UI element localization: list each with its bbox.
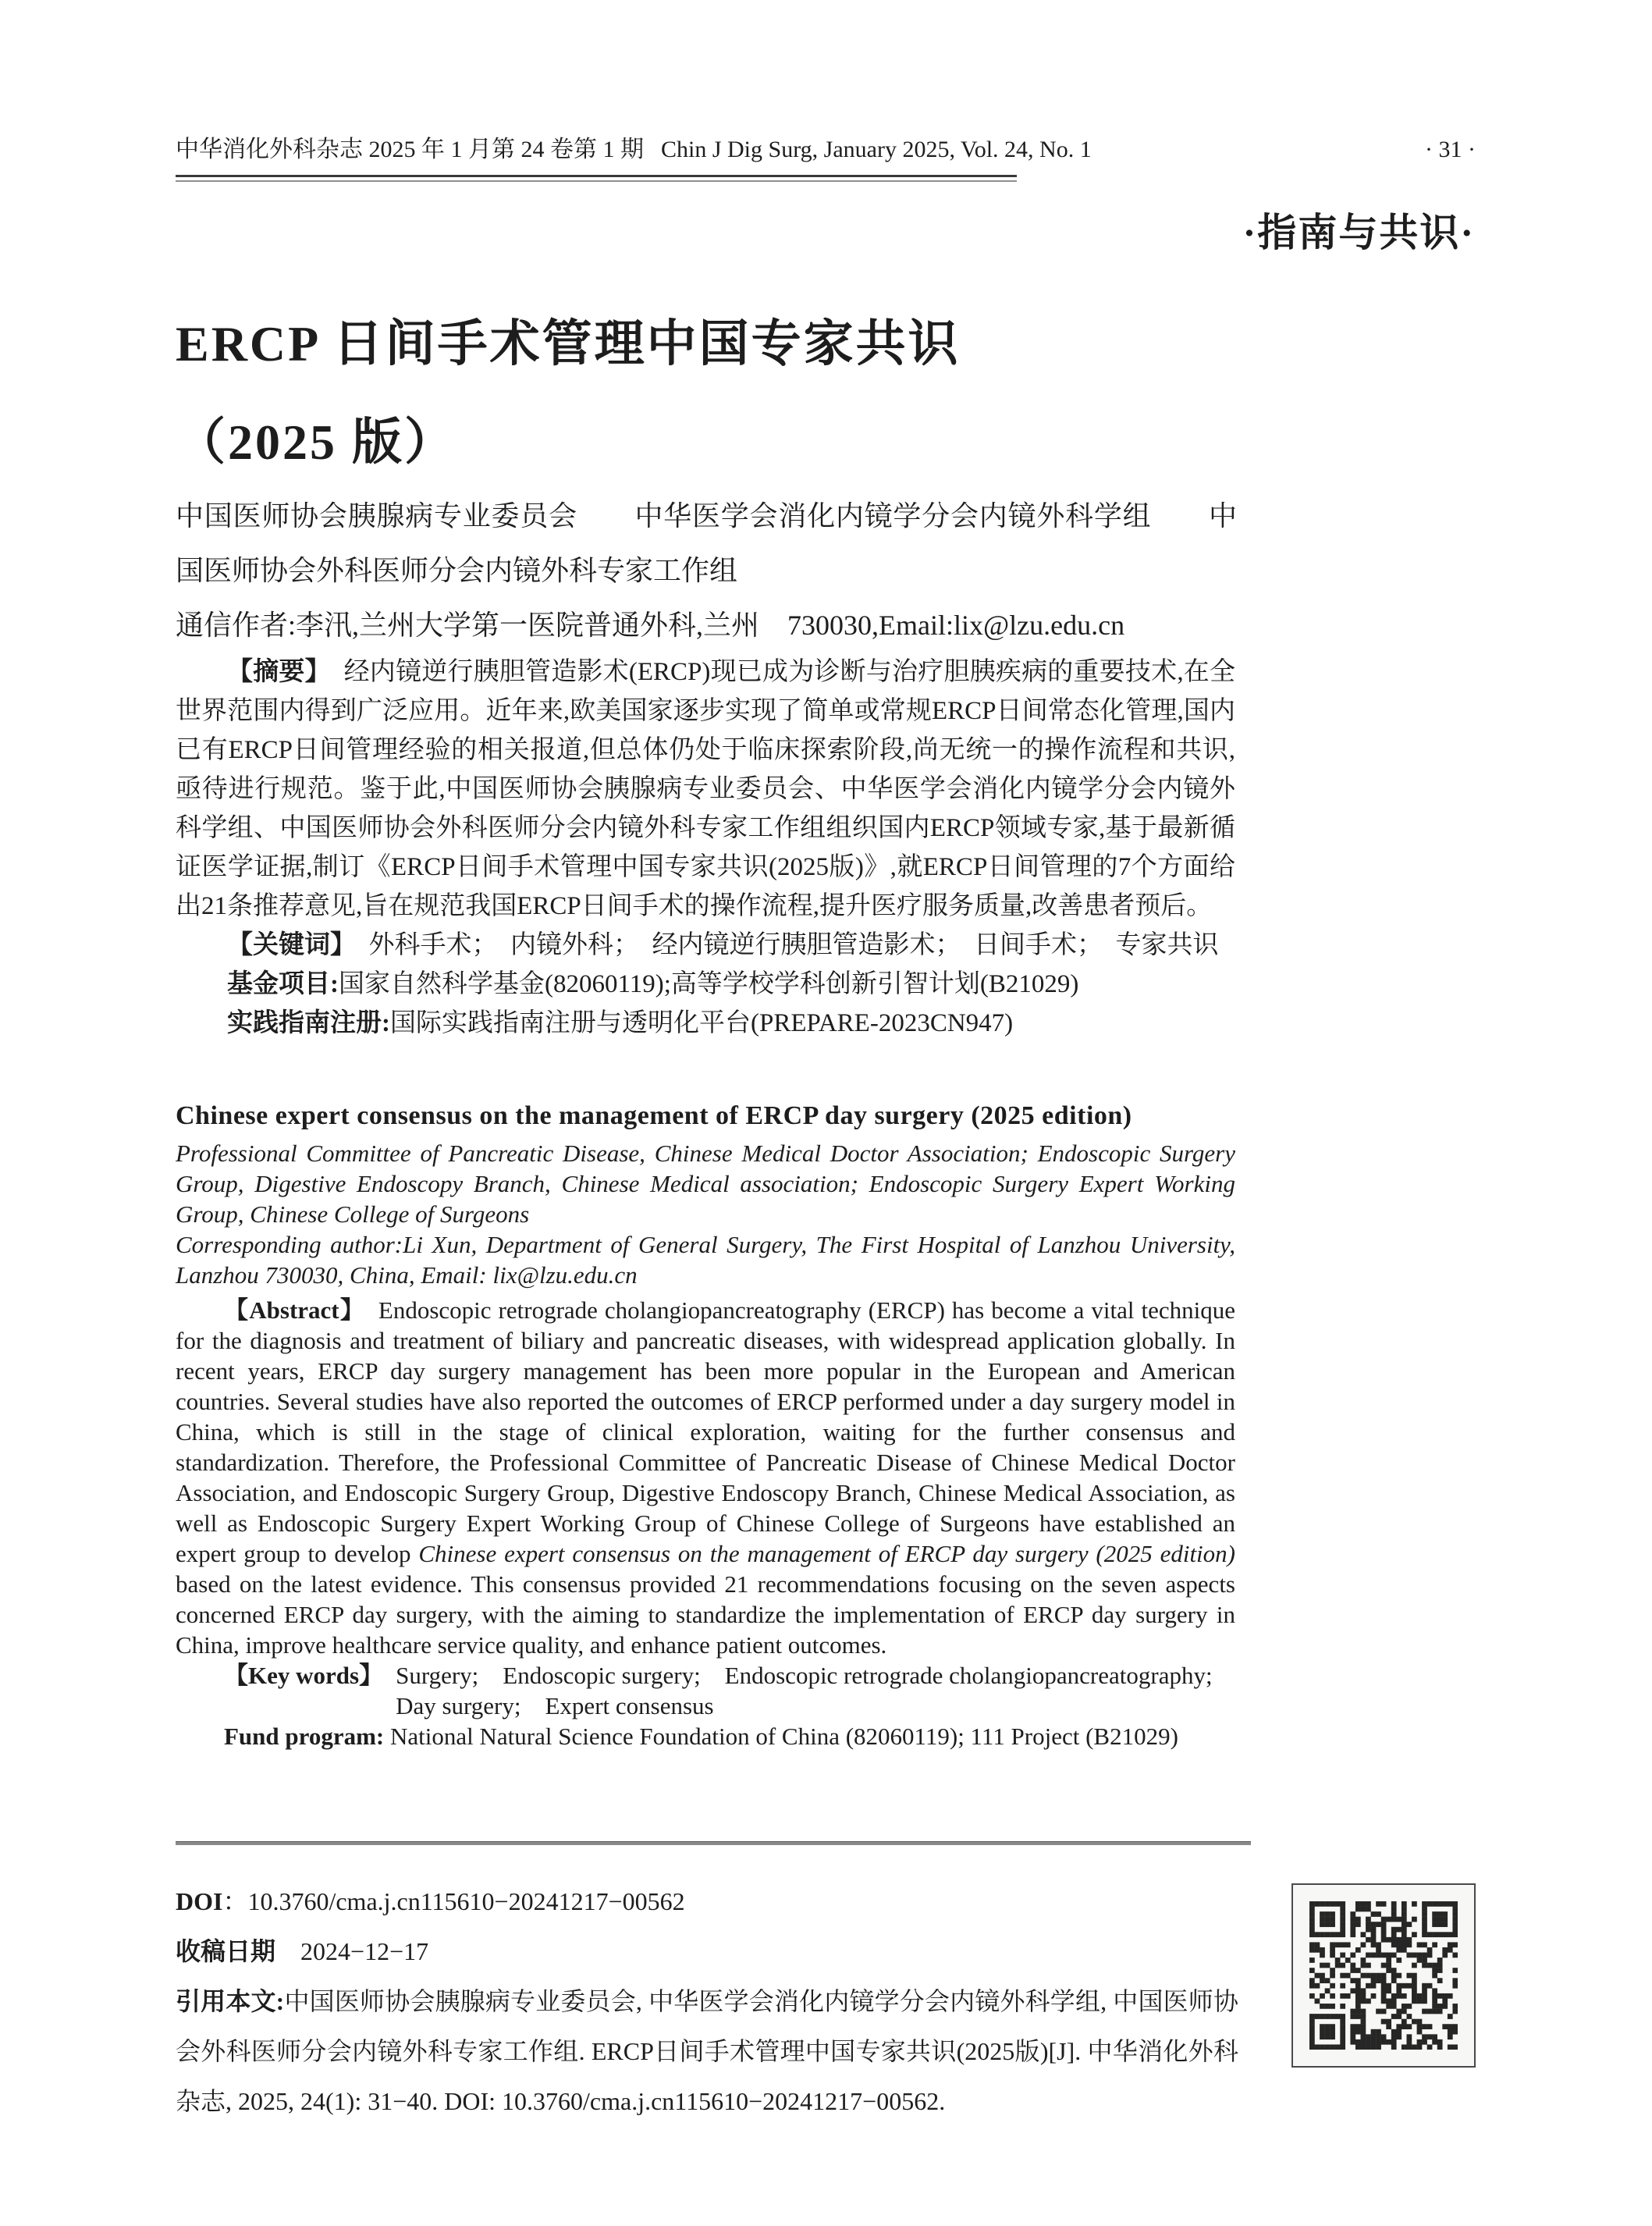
footer-rule [176,1841,1251,1845]
qr-code-pattern [1309,1901,1458,2050]
author-block [176,489,1237,653]
doi-label: DOI [176,1887,223,1915]
qr-code [1291,1883,1476,2068]
doi-line [176,1876,1238,1926]
keywords-cn-text: 外科手术； 内镜外科； 经内镜逆行胰胆管造影术； 日间手术； 专家共识 [368,931,1219,959]
article-title-en: Chinese expert consensus on the management of ERCP day surgery (2025 edition) [176,1101,1132,1130]
fund-cn-label: 基金项目: [227,970,339,998]
section-label: ·指南与共识· [1242,211,1475,254]
journal-name-cn: 中华消化外科杂志 2025 年 1 月第 24 卷第 1 期 [176,137,644,162]
abstract-en-italic-title: Chinese expert consensus on the management of ERCP day surgery (2025 edition) [418,1540,1235,1567]
article-title-line1: ERCP 日间手术管理中国专家共识 [176,316,961,372]
article-title [176,295,1268,492]
registration-text: 国际实践指南注册与透明化平台(PREPARE-2023CN947) [390,1009,1014,1037]
abstract-cn [176,653,1235,1043]
fund-cn-text: 国家自然科学基金(82060119);高等学校学科创新引智计划(B21029) [339,970,1079,998]
keywords-cn [176,926,1235,965]
journal-name-en: Chin J Dig Surg, January 2025, Vol. 24, No. 1 [661,137,1092,162]
citation-text: 中国医师协会胰腺病专业委员会, 中华医学会消化内镜学分会内镜外科学组, 中国医师协会外科医师分会内镜外科专家工作组. ERCP日间手术管理中国专家共识(2025版)[J]. 中华消化外科杂志, 2025, 24(1): 31−40. DOI: 10.3760/cma.j.cn115610−20241217−00562. [176,1987,1238,2115]
article-title-line2: （2025 版） [176,414,457,470]
keywords-cn-label: 【关键词】 [227,931,343,959]
abstract-cn-label: 【摘要】 [227,658,318,686]
footer-block [176,1876,1238,2126]
author-organizations: 中国医师协会胰腺病专业委员会 中华医学会消化内镜学分会内镜外科学组 中国医师协会外科医师分会内镜外科专家工作组 [176,500,1237,586]
fund-en-label: Fund program: [224,1723,385,1750]
abstract-en-label: 【Abstract】 [224,1296,353,1324]
english-section [176,1097,1235,1751]
page-header [176,130,1476,164]
doi-value: ：10.3760/cma.j.cn115610−20241217−00562 [222,1887,685,1915]
fund-cn [176,965,1235,1004]
journal-info [176,130,1092,164]
registration-cn [176,1004,1235,1043]
abstract-en [176,1295,1235,1660]
fund-en [176,1721,1235,1751]
citation-line [176,1976,1238,2126]
citation-label: 引用本文: [176,1987,285,2015]
page-number: · 31 · [1425,137,1476,162]
corresponding-author-cn: 通信作者:李汛,兰州大学第一医院普通外科,兰州 730030,Email:lix@lzu.edu.cn [176,610,1125,641]
abstract-cn-paragraph [176,653,1235,926]
keywords-en [224,1660,1235,1721]
header-rule [176,175,1017,182]
registration-label: 实践指南注册: [227,1009,390,1037]
abstract-en-part1: Endoscopic retrograde cholangiopancreatography (ERCP) has become a vital technique for the diagnosis and treatment of biliary and pancreatic diseases, with widespread application globally. In recent years, ERCP day surgery management has been more popular in the European and American countries. Several studies have also reported the outcomes of ERCP performed under a day surgery model in China, which is still in the stage of clinical exploration, waiting for the further consensus and standardization. Therefore, the Professional Committee of Pancreatic Disease of Chinese Medical Doctor Association, and Endoscopic Surgery Group, Digestive Endoscopy Branch, Chinese Medical Association, as well as Endoscopic Surgery Expert Working Group of Chinese College of Surgeons have established an expert group to develop [176,1296,1236,1567]
received-date: 2024−12−17 [275,1937,429,1965]
keywords-en-text: Surgery; Endoscopic surgery; Endoscopic retrograde cholangiopancreatography; Day surgery; Expert consensus [396,1662,1237,1719]
received-line [176,1926,1238,1976]
corresponding-author-en: Corresponding author:Li Xun, Department of General Surgery, The First Hospital of Lanzhou University, Lanzhou 730030, China, Email: lix@lzu.edu.cn [176,1231,1235,1289]
fund-en-text: National Natural Science Foundation of China (82060119); 111 Project (B21029) [384,1723,1178,1750]
received-label: 收稿日期 [176,1937,276,1965]
author-organizations-en: Professional Committee of Pancreatic Disease, Chinese Medical Doctor Association; Endoscopic Surgery Group, Digestive Endoscopy Branch, Chinese Medical association; Endoscopic Surgery Expert Working Group, Chinese College of Surgeons [176,1140,1235,1228]
abstract-en-part2: based on the latest evidence. This consensus provided 21 recommendations focusing on the seven aspects concerned ERCP day surgery, with the aiming to standardize the implementation of ERCP day surgery in China, improve healthcare service quality, and enhance patient outcomes. [176,1570,1235,1659]
keywords-en-label: 【Key words】 [224,1662,384,1689]
abstract-cn-text: 经内镜逆行胰胆管造影术(ERCP)现已成为诊断与治疗胆胰疾病的重要技术,在全世界范围内得到广泛应用。近年来,欧美国家逐步实现了简单或常规ERCP日间常态化管理,国内已有ERCP日间管理经验的相关报道,但总体仍处于临床探索阶段,尚无统一的操作流程和共识,亟待进行规范。鉴于此,中国医师协会胰腺病专业委员会、中华医学会消化内镜学分会内镜外科学组、中国医师协会外科医师分会内镜外科专家工作组组织国内ERCP领域专家,基于最新循证医学证据,制订《ERCP日间手术管理中国专家共识(2025版)》,就ERCP日间管理的7个方面给出21条推荐意见,旨在规范我国ERCP日间手术的操作流程,提升医疗服务质量,改善患者预后。 [176,658,1236,920]
